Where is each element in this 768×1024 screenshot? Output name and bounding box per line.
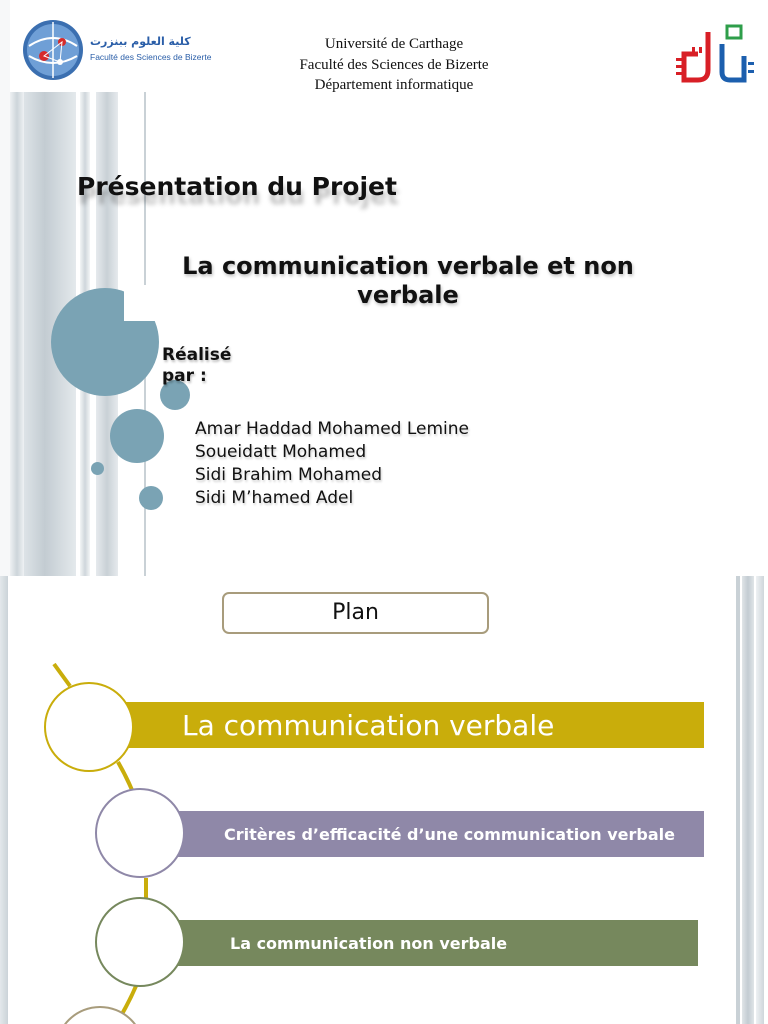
- author-name: Sidi Brahim Mohamed: [195, 465, 383, 485]
- plan-item-verbal: La communication verbale: [120, 702, 704, 748]
- faculty-logo: [20, 16, 212, 84]
- department-name: Département informatique: [314, 77, 474, 93]
- decorative-stripe: [10, 92, 24, 576]
- decorative-circle: [139, 486, 163, 510]
- plan-slide: [0, 576, 768, 1024]
- department-logo: [672, 20, 764, 90]
- plan-item-criteria: Critères d’efficacité d’une communication verbale: [170, 811, 704, 857]
- presentation-title: Présentation du Projet: [77, 172, 397, 201]
- faculty-name: Faculté des Sciences de Bizerte: [299, 56, 489, 73]
- authored-by-label: Réalisé par :: [162, 345, 232, 386]
- timeline-node: [95, 788, 185, 878]
- logo-french-text: Faculté des Sciences de Bizerte: [90, 52, 212, 62]
- timeline-node: [95, 897, 185, 987]
- university-header: [244, 34, 544, 96]
- logo-arabic-text: كلية العلوم ببنزرت: [90, 35, 191, 48]
- timeline-node: [44, 682, 134, 772]
- informatics-department-logo-icon: [672, 20, 764, 90]
- author-name: Sidi M’hamed Adel: [195, 488, 354, 508]
- decorative-circle: [91, 462, 104, 475]
- faculty-globe-logo-icon: [20, 16, 212, 84]
- plan-item-nonverbal: La communication non verbale: [170, 920, 698, 966]
- decorative-circle: [110, 409, 164, 463]
- author-name: Amar Haddad Mohamed Lemine: [195, 419, 470, 439]
- plan-title: Plan: [222, 592, 489, 634]
- presentation-subtitle: La communication verbale et non verbale: [182, 252, 634, 309]
- authors-list: [195, 418, 469, 510]
- university-name: Université de Carthage: [324, 36, 464, 52]
- author-name: Soueidatt Mohamed: [195, 442, 367, 462]
